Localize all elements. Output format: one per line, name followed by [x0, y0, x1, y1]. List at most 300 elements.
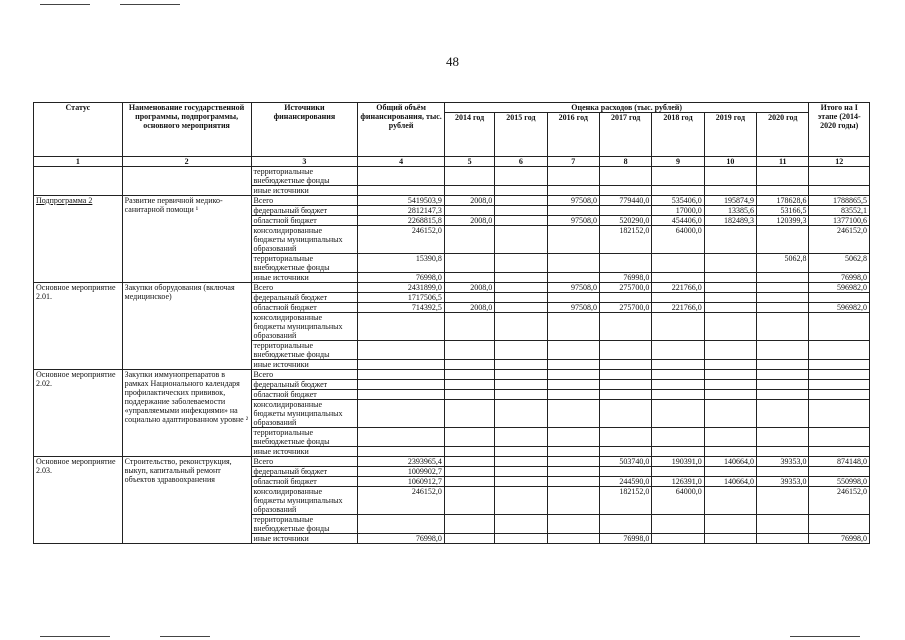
- year-cell: [495, 254, 547, 273]
- total-cell: [358, 167, 445, 186]
- year-cell: [757, 400, 809, 428]
- year-cell: [444, 515, 494, 534]
- year-cell: 140664,0: [704, 457, 756, 467]
- year-cell: [704, 380, 756, 390]
- year-cell: [757, 370, 809, 380]
- year-cell: [599, 370, 651, 380]
- year-cell: [704, 370, 756, 380]
- source-cell: федеральный бюджет: [251, 467, 358, 477]
- itogo-cell: [809, 360, 870, 370]
- total-cell: [358, 360, 445, 370]
- year-cell: [444, 390, 494, 400]
- funding-table: [33, 102, 870, 544]
- total-cell: [358, 400, 445, 428]
- year-cell: [444, 477, 494, 487]
- year-cell: [547, 457, 599, 467]
- source-cell: территориальные внебюджетные фонды: [251, 167, 358, 186]
- year-cell: [495, 477, 547, 487]
- year-cell: [547, 534, 599, 544]
- itogo-cell: [809, 467, 870, 477]
- total-cell: 246152,0: [358, 226, 445, 254]
- year-cell: 120399,3: [757, 216, 809, 226]
- itogo-cell: 874148,0: [809, 457, 870, 467]
- group-m203: [34, 457, 870, 544]
- header-year: 2020 год: [757, 113, 809, 157]
- year-cell: 97508,0: [547, 216, 599, 226]
- year-cell: [444, 313, 494, 341]
- column-number: 2: [122, 157, 251, 167]
- column-number: 11: [757, 157, 809, 167]
- year-cell: 454406,0: [652, 216, 704, 226]
- year-cell: [547, 477, 599, 487]
- year-cell: 5062,8: [757, 254, 809, 273]
- table-row: [34, 196, 870, 206]
- year-cell: [547, 254, 599, 273]
- year-cell: [599, 313, 651, 341]
- itogo-cell: [809, 515, 870, 534]
- status-cell: Подпрограмма 2: [34, 196, 123, 283]
- name-cell: Строительство, реконструкция, выкуп, капитальный ремонт объектов здравоохранения: [122, 457, 251, 544]
- year-cell: [547, 341, 599, 360]
- total-cell: [358, 447, 445, 457]
- itogo-cell: [809, 341, 870, 360]
- name-cell: [122, 167, 251, 196]
- year-cell: [495, 467, 547, 477]
- year-cell: 195874,9: [704, 196, 756, 206]
- total-cell: 246152,0: [358, 487, 445, 515]
- itogo-cell: [809, 293, 870, 303]
- year-cell: [652, 380, 704, 390]
- year-cell: [495, 167, 547, 186]
- year-cell: 535406,0: [652, 196, 704, 206]
- total-cell: 76998,0: [358, 534, 445, 544]
- itogo-cell: 5062,8: [809, 254, 870, 273]
- total-cell: 1717506,5: [358, 293, 445, 303]
- total-cell: [358, 380, 445, 390]
- source-cell: территориальные внебюджетные фонды: [251, 341, 358, 360]
- column-number: 12: [809, 157, 870, 167]
- year-cell: [495, 186, 547, 196]
- year-cell: [757, 515, 809, 534]
- year-cell: [599, 254, 651, 273]
- year-cell: [547, 447, 599, 457]
- year-cell: [757, 303, 809, 313]
- year-cell: [757, 390, 809, 400]
- year-cell: [495, 341, 547, 360]
- year-cell: [495, 534, 547, 544]
- table-row: [34, 370, 870, 380]
- year-cell: [599, 400, 651, 428]
- year-cell: [757, 534, 809, 544]
- year-cell: [444, 360, 494, 370]
- itogo-cell: [809, 390, 870, 400]
- year-cell: 126391,0: [652, 477, 704, 487]
- year-cell: [547, 186, 599, 196]
- year-cell: [495, 226, 547, 254]
- itogo-cell: [809, 313, 870, 341]
- year-cell: [444, 206, 494, 216]
- year-cell: 97508,0: [547, 303, 599, 313]
- total-cell: [358, 341, 445, 360]
- year-cell: 64000,0: [652, 226, 704, 254]
- source-cell: Всего: [251, 370, 358, 380]
- header-year: 2015 год: [495, 113, 547, 157]
- year-cell: [495, 313, 547, 341]
- year-cell: [599, 167, 651, 186]
- year-cell: 2008,0: [444, 283, 494, 293]
- year-cell: [495, 447, 547, 457]
- itogo-cell: 596982,0: [809, 283, 870, 293]
- year-cell: [652, 341, 704, 360]
- year-cell: [444, 254, 494, 273]
- year-cell: 64000,0: [652, 487, 704, 515]
- source-cell: консолидированные бюджеты муниципальных образований: [251, 226, 358, 254]
- year-cell: [652, 293, 704, 303]
- year-cell: [704, 390, 756, 400]
- table-row: [34, 283, 870, 293]
- group-m201: [34, 283, 870, 370]
- year-cell: [757, 467, 809, 477]
- year-cell: [547, 360, 599, 370]
- year-cell: 178628,6: [757, 196, 809, 206]
- year-cell: [547, 293, 599, 303]
- source-cell: консолидированные бюджеты муниципальных образований: [251, 313, 358, 341]
- year-cell: [495, 515, 547, 534]
- year-cell: [495, 206, 547, 216]
- year-cell: [547, 515, 599, 534]
- year-cell: [495, 196, 547, 206]
- year-cell: [547, 206, 599, 216]
- itogo-cell: [809, 447, 870, 457]
- year-cell: [547, 226, 599, 254]
- year-cell: [495, 283, 547, 293]
- source-cell: Всего: [251, 457, 358, 467]
- year-cell: [444, 186, 494, 196]
- itogo-cell: 1377100,6: [809, 216, 870, 226]
- header-name: Наименование государственной программы, подпрограммы, основного мероприятия: [122, 103, 251, 157]
- year-cell: [495, 390, 547, 400]
- year-cell: [757, 283, 809, 293]
- year-cell: [599, 515, 651, 534]
- edge-mark: [40, 636, 110, 637]
- edge-mark: [120, 4, 180, 5]
- year-cell: [547, 273, 599, 283]
- year-cell: [704, 226, 756, 254]
- year-cell: [547, 390, 599, 400]
- year-cell: [757, 341, 809, 360]
- source-cell: федеральный бюджет: [251, 293, 358, 303]
- year-cell: 221766,0: [652, 283, 704, 293]
- group-sub2: [34, 196, 870, 283]
- year-cell: [704, 515, 756, 534]
- itogo-cell: 246152,0: [809, 226, 870, 254]
- year-cell: [757, 380, 809, 390]
- year-cell: [704, 360, 756, 370]
- year-cell: [444, 380, 494, 390]
- year-cell: [652, 313, 704, 341]
- itogo-cell: [809, 167, 870, 186]
- year-cell: [652, 428, 704, 447]
- itogo-cell: 76998,0: [809, 534, 870, 544]
- year-cell: [652, 167, 704, 186]
- total-cell: [358, 390, 445, 400]
- year-cell: 97508,0: [547, 283, 599, 293]
- header-year: 2014 год: [444, 113, 494, 157]
- total-cell: 76998,0: [358, 273, 445, 283]
- year-cell: [599, 206, 651, 216]
- itogo-cell: 76998,0: [809, 273, 870, 283]
- itogo-cell: 83552,1: [809, 206, 870, 216]
- year-cell: [444, 447, 494, 457]
- year-cell: [444, 226, 494, 254]
- year-cell: 76998,0: [599, 534, 651, 544]
- total-cell: 15390,8: [358, 254, 445, 273]
- year-cell: 53166,5: [757, 206, 809, 216]
- year-cell: [704, 186, 756, 196]
- year-cell: [757, 273, 809, 283]
- year-cell: 275700,0: [599, 303, 651, 313]
- itogo-cell: 246152,0: [809, 487, 870, 515]
- source-cell: областной бюджет: [251, 390, 358, 400]
- year-cell: [547, 370, 599, 380]
- year-cell: [495, 370, 547, 380]
- year-cell: 182489,3: [704, 216, 756, 226]
- year-cell: 190391,0: [652, 457, 704, 467]
- year-cell: [704, 254, 756, 273]
- year-cell: 17000,0: [652, 206, 704, 216]
- year-cell: 244590,0: [599, 477, 651, 487]
- year-cell: [547, 428, 599, 447]
- year-cell: [757, 360, 809, 370]
- source-cell: федеральный бюджет: [251, 380, 358, 390]
- total-cell: [358, 428, 445, 447]
- year-cell: [704, 428, 756, 447]
- group-m202: [34, 370, 870, 457]
- itogo-cell: [809, 428, 870, 447]
- year-cell: [757, 313, 809, 341]
- year-cell: [757, 293, 809, 303]
- year-cell: [757, 186, 809, 196]
- year-cell: [704, 293, 756, 303]
- year-cell: [704, 167, 756, 186]
- header-source: Источники финансирования: [251, 103, 358, 157]
- itogo-cell: [809, 380, 870, 390]
- year-cell: 275700,0: [599, 283, 651, 293]
- year-cell: [495, 457, 547, 467]
- year-cell: [757, 447, 809, 457]
- year-cell: 503740,0: [599, 457, 651, 467]
- source-cell: территориальные внебюджетные фонды: [251, 254, 358, 273]
- total-cell: [358, 515, 445, 534]
- year-cell: [495, 273, 547, 283]
- source-cell: Всего: [251, 283, 358, 293]
- source-cell: Всего: [251, 196, 358, 206]
- status-cell: Основное мероприятие 2.02.: [34, 370, 123, 457]
- column-number: 5: [444, 157, 494, 167]
- header-year: 2017 год: [599, 113, 651, 157]
- year-cell: [599, 293, 651, 303]
- header-year: 2018 год: [652, 113, 704, 157]
- source-cell: консолидированные бюджеты муниципальных образований: [251, 400, 358, 428]
- year-cell: [444, 167, 494, 186]
- year-cell: [757, 167, 809, 186]
- total-cell: 2393965,4: [358, 457, 445, 467]
- year-cell: [547, 167, 599, 186]
- year-cell: [704, 341, 756, 360]
- total-cell: 2268815,8: [358, 216, 445, 226]
- year-cell: 221766,0: [652, 303, 704, 313]
- year-cell: 140664,0: [704, 477, 756, 487]
- year-cell: [599, 447, 651, 457]
- total-cell: 1009902,7: [358, 467, 445, 477]
- status-cell: Основное мероприятие 2.01.: [34, 283, 123, 370]
- year-cell: [652, 515, 704, 534]
- year-cell: [495, 400, 547, 428]
- name-cell: Развитие первичной медико-санитарной помощи ¹: [122, 196, 251, 283]
- name-cell: Закупки оборудования (включая медицинское): [122, 283, 251, 370]
- year-cell: [599, 186, 651, 196]
- year-cell: [495, 380, 547, 390]
- name-cell: Закупки иммунопрепаратов в рамках Национального календаря профилактических прививок, поддержание заболеваемости «управляемыми инфекциями» на социально адаптированном уровне ²: [122, 370, 251, 457]
- year-cell: [652, 360, 704, 370]
- table-row: [34, 167, 870, 186]
- column-number: 8: [599, 157, 651, 167]
- year-cell: [495, 360, 547, 370]
- edge-mark: [160, 636, 210, 637]
- column-number: 7: [547, 157, 599, 167]
- itogo-cell: 550998,0: [809, 477, 870, 487]
- year-cell: [444, 400, 494, 428]
- column-number: 6: [495, 157, 547, 167]
- total-cell: 1060912,7: [358, 477, 445, 487]
- year-cell: [547, 380, 599, 390]
- total-cell: 5419503,9: [358, 196, 445, 206]
- header-year: 2019 год: [704, 113, 756, 157]
- year-cell: [704, 400, 756, 428]
- itogo-cell: [809, 370, 870, 380]
- header-status: Статус: [34, 103, 123, 157]
- year-cell: [444, 293, 494, 303]
- year-cell: [547, 467, 599, 477]
- header-estimate: Оценка расходов (тыс. рублей): [444, 103, 809, 113]
- year-cell: [444, 370, 494, 380]
- edge-mark: [40, 4, 90, 5]
- year-cell: 13385,6: [704, 206, 756, 216]
- year-cell: [704, 534, 756, 544]
- year-cell: 182152,0: [599, 487, 651, 515]
- status-cell: Основное мероприятие 2.03.: [34, 457, 123, 544]
- year-cell: [652, 370, 704, 380]
- year-cell: 2008,0: [444, 303, 494, 313]
- source-cell: федеральный бюджет: [251, 206, 358, 216]
- year-cell: [547, 487, 599, 515]
- header-year: 2016 год: [547, 113, 599, 157]
- year-cell: [704, 303, 756, 313]
- total-cell: 714392,5: [358, 303, 445, 313]
- edge-mark: [790, 636, 860, 637]
- year-cell: [704, 447, 756, 457]
- year-cell: 779440,0: [599, 196, 651, 206]
- year-cell: [547, 400, 599, 428]
- source-cell: иные источники: [251, 360, 358, 370]
- itogo-cell: [809, 400, 870, 428]
- year-cell: [444, 487, 494, 515]
- year-cell: [757, 226, 809, 254]
- year-cell: [704, 283, 756, 293]
- source-cell: иные источники: [251, 447, 358, 457]
- source-cell: областной бюджет: [251, 216, 358, 226]
- year-cell: [599, 390, 651, 400]
- year-cell: 39353,0: [757, 457, 809, 467]
- total-cell: [358, 370, 445, 380]
- column-number: 9: [652, 157, 704, 167]
- year-cell: 2008,0: [444, 196, 494, 206]
- source-cell: областной бюджет: [251, 303, 358, 313]
- year-cell: [495, 428, 547, 447]
- source-cell: иные источники: [251, 186, 358, 196]
- itogo-cell: [809, 186, 870, 196]
- year-cell: 39353,0: [757, 477, 809, 487]
- year-cell: [495, 293, 547, 303]
- source-cell: территориальные внебюджетные фонды: [251, 428, 358, 447]
- year-cell: [444, 341, 494, 360]
- total-cell: [358, 186, 445, 196]
- year-cell: 97508,0: [547, 196, 599, 206]
- status-cell: [34, 167, 123, 196]
- year-cell: [599, 467, 651, 477]
- column-number: 10: [704, 157, 756, 167]
- total-cell: 2812147,3: [358, 206, 445, 216]
- source-cell: территориальные внебюджетные фонды: [251, 515, 358, 534]
- year-cell: [599, 360, 651, 370]
- source-cell: консолидированные бюджеты муниципальных образований: [251, 487, 358, 515]
- year-cell: [495, 487, 547, 515]
- header-total: Общий объём финансирования, тыс. рублей: [358, 103, 445, 157]
- year-cell: [652, 390, 704, 400]
- year-cell: [547, 313, 599, 341]
- source-cell: иные источники: [251, 273, 358, 283]
- year-cell: [652, 254, 704, 273]
- year-cell: [704, 487, 756, 515]
- year-cell: [444, 534, 494, 544]
- year-cell: [444, 273, 494, 283]
- year-cell: [757, 487, 809, 515]
- source-cell: областной бюджет: [251, 477, 358, 487]
- column-number: 3: [251, 157, 358, 167]
- year-cell: [444, 428, 494, 447]
- year-cell: [652, 273, 704, 283]
- year-cell: [599, 341, 651, 360]
- year-cell: [652, 447, 704, 457]
- total-cell: 2431899,0: [358, 283, 445, 293]
- year-cell: [495, 216, 547, 226]
- itogo-cell: 1788865,5: [809, 196, 870, 206]
- header-itogo: Итого на I этапе (2014-2020 годы): [809, 103, 870, 157]
- year-cell: 2008,0: [444, 216, 494, 226]
- year-cell: [599, 380, 651, 390]
- year-cell: [652, 400, 704, 428]
- year-cell: [652, 186, 704, 196]
- year-cell: [444, 467, 494, 477]
- year-cell: [757, 428, 809, 447]
- year-cell: [444, 457, 494, 467]
- source-cell: иные источники: [251, 534, 358, 544]
- year-cell: [495, 303, 547, 313]
- year-cell: [704, 313, 756, 341]
- column-number: 1: [34, 157, 123, 167]
- total-cell: [358, 313, 445, 341]
- year-cell: [652, 467, 704, 477]
